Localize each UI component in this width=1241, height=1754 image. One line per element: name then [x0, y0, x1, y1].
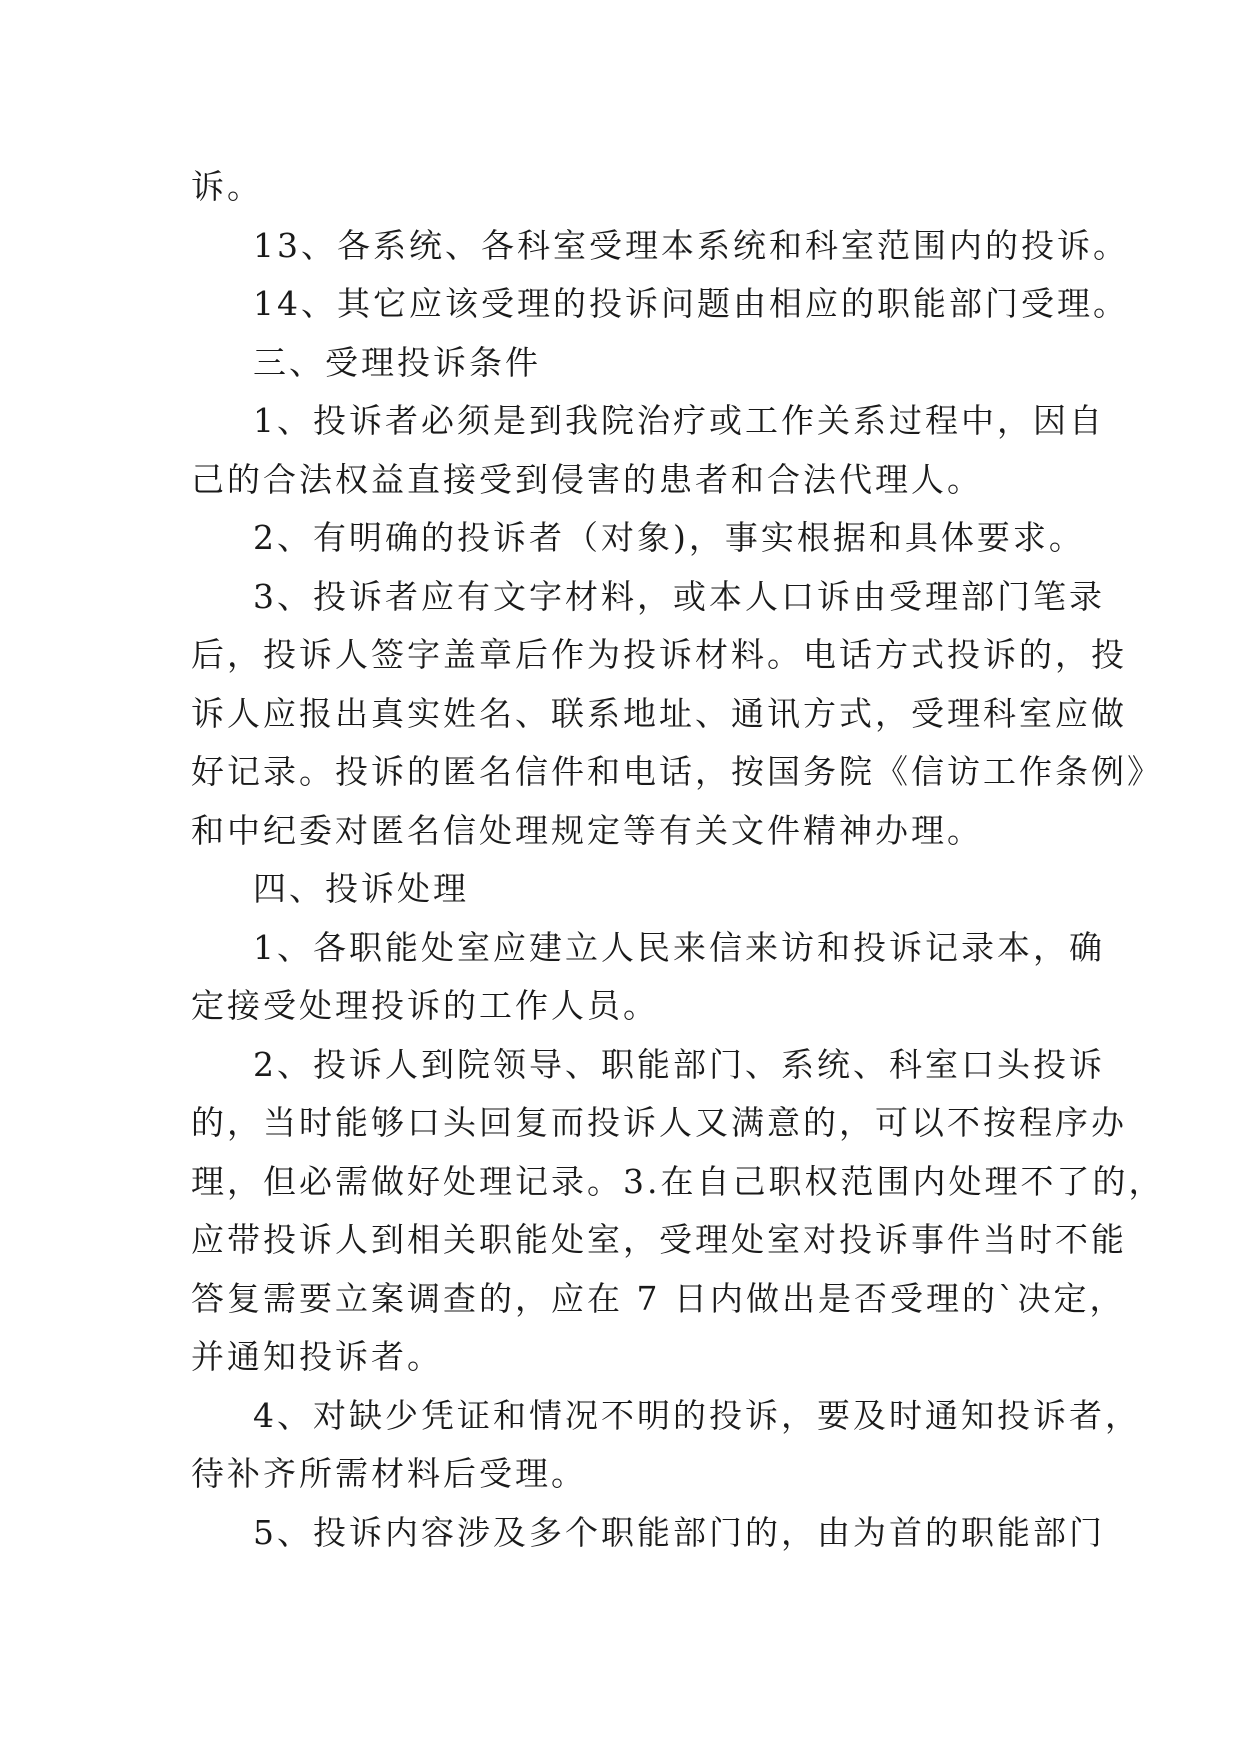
text-line: 3、投诉者应有文字材料，或本人口诉由受理部门笔录: [253, 576, 1105, 616]
text-line: 诉。: [191, 167, 263, 206]
text-line: 1、各职能处室应建立人民来信来访和投诉记录本，确: [253, 927, 1105, 967]
text-line: 理，但必需做好处理记录。3.在自己职权范围内处理不了的，: [191, 1161, 1165, 1201]
text-line: 待补齐所需材料后受理。: [191, 1454, 587, 1493]
text-line: 答复需要立案调查的，应在 7 日内做出是否受理的`决定，: [191, 1278, 1126, 1318]
text-line: 1、投诉者必须是到我院治疗或工作关系过程中，因自: [253, 401, 1105, 440]
document-body: [191, 158, 1165, 1562]
text-line: 和中纪委对匿名信处理规定等有关文件精神办理。: [191, 810, 983, 850]
text-line: 应带投诉人到相关职能处室，受理处室对投诉事件当时不能: [191, 1220, 1127, 1259]
text-line: 并通知投诉者。: [191, 1337, 443, 1376]
text-line: 2、投诉人到院领导、职能部门、系统、科室口头投诉: [253, 1044, 1105, 1084]
text-line: 好记录。投诉的匿名信件和电话，按国务院《信访工作条例》: [191, 752, 1163, 791]
text-line: 的，当时能够口头回复而投诉人又满意的，可以不按程序办: [191, 1103, 1127, 1142]
section-heading: 三、受理投诉条件: [253, 342, 541, 382]
text-line: 4、对缺少凭证和情况不明的投诉，要及时通知投诉者，: [253, 1395, 1141, 1435]
text-line: 定接受处理投诉的工作人员。: [191, 986, 659, 1025]
text-line: 2、有明确的投诉者（对象)，事实根据和具体要求。: [253, 518, 1085, 557]
text-line: 己的合法权益直接受到侵害的患者和合法代理人。: [191, 459, 983, 499]
text-line: 诉人应报出真实姓名、联系地址、通讯方式，受理科室应做: [191, 693, 1127, 733]
section-heading: 四、投诉处理: [253, 869, 469, 908]
text-line: 5、投诉内容涉及多个职能部门的，由为首的职能部门: [253, 1512, 1105, 1552]
text-line: 14、其它应该受理的投诉问题由相应的职能部门受理。: [253, 284, 1129, 323]
text-line: 后，投诉人签字盖章后作为投诉材料。电话方式投诉的，投: [191, 635, 1127, 674]
text-line: 13、各系统、各科室受理本系统和科室范围内的投诉。: [253, 225, 1129, 265]
